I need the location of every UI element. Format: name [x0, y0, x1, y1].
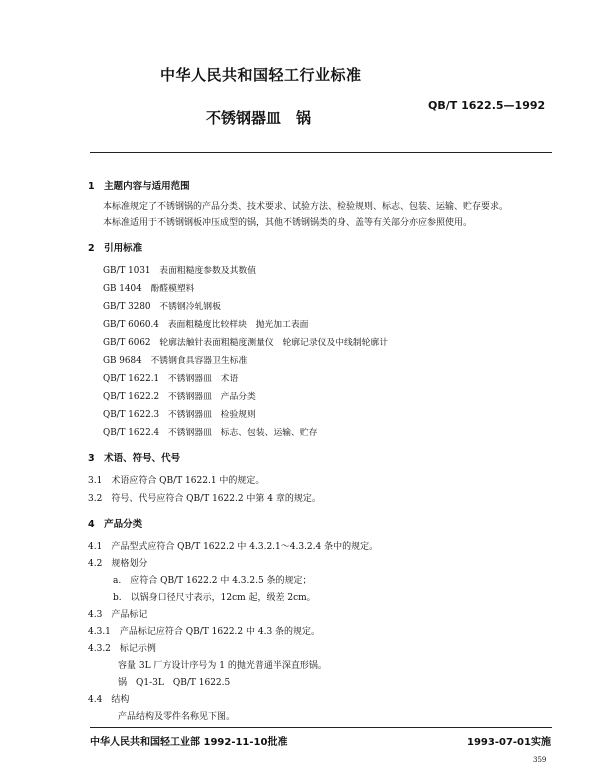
- section-3-heading: 3 术语、符号、代号: [88, 453, 181, 464]
- reference-item: GB/T 6062 轮廓法触针表面粗糙度测量仪 轮廓记录仪及中线制轮廓计: [103, 338, 389, 348]
- marking-example-description: 容量 3L 厂方设计序号为 1 的抛光普通半深直形锅。: [118, 661, 327, 671]
- reference-item: GB/T 3280 不锈钢冷轧钢板: [103, 302, 221, 312]
- section-1-paragraph-1: 本标准规定了不锈钢锅的产品分类、技术要求、试验方法、检验规则、标志、包装、运输、贮存要求。: [103, 202, 509, 212]
- clause-4-3: 4.3 产品标记: [88, 610, 148, 620]
- industry-standard-heading: 中华人民共和国轻工行业标准: [160, 66, 362, 84]
- clause-3-1: 3.1 术语应符合 QB/T 1622.1 中的规定。: [88, 476, 265, 486]
- marking-example-code: 锅 Q1-3L QB/T 1622.5: [118, 678, 231, 688]
- standard-number: QB/T 1622.5—1992: [428, 99, 546, 112]
- structure-note: 产品结构及零件名称见下图。: [118, 712, 236, 722]
- reference-item: GB/T 6060.4 表面粗糙度比较样块 抛光加工表面: [103, 320, 309, 330]
- reference-item: QB/T 1622.3 不锈钢器皿 检验规则: [103, 410, 256, 420]
- section-2-heading: 2 引用标准: [88, 243, 143, 254]
- clause-4-3-1: 4.3.1 产品标记应符合 QB/T 1622.2 中 4.3 条的规定。: [88, 627, 321, 637]
- footer-divider: [90, 727, 552, 728]
- section-1-paragraph-2: 本标准适用于不锈钢钢板冲压成型的锅，其他不锈钢锅类的身、盖等有关部分亦应参照使用。: [103, 218, 473, 228]
- clause-3-2: 3.2 符号、代号应符合 QB/T 1622.2 中第 4 章的规定。: [88, 494, 321, 504]
- reference-item: GB 1404 酚醛模塑料: [103, 284, 195, 294]
- clause-4-1: 4.1 产品型式应符合 QB/T 1622.2 中 4.3.2.1～4.3.2.4 条中的规定。: [88, 542, 379, 552]
- clause-4-4: 4.4 结构: [88, 695, 130, 705]
- header-divider: [90, 152, 552, 153]
- section-4-heading: 4 产品分类: [88, 519, 143, 530]
- clause-4-2-a: a. 应符合 QB/T 1622.2 中 4.3.2.5 条的规定；: [113, 576, 312, 586]
- reference-item: QB/T 1622.2 不锈钢器皿 产品分类: [103, 392, 256, 402]
- document-title: 不锈钢器皿 锅: [206, 109, 312, 127]
- clause-4-3-2: 4.3.2 标记示例: [88, 644, 156, 654]
- section-1-heading: 1 主题内容与适用范围: [88, 181, 190, 192]
- page-number: 359: [533, 756, 547, 764]
- approval-note: 中华人民共和国轻工业部 1992-11-10批准: [90, 737, 288, 748]
- implementation-date: 1993-07-01实施: [467, 737, 551, 748]
- clause-4-2: 4.2 规格划分: [88, 559, 148, 569]
- reference-item: GB 9684 不锈钢食具容器卫生标准: [103, 356, 248, 366]
- reference-item: GB/T 1031 表面粗糙度参数及其数值: [103, 266, 257, 276]
- reference-item: QB/T 1622.1 不锈钢器皿 术语: [103, 374, 239, 384]
- reference-item: QB/T 1622.4 不锈钢器皿 标志、包装、运输、贮存: [103, 428, 318, 438]
- clause-4-2-b: b. 以锅身口径尺寸表示，12cm 起，级差 2cm。: [113, 593, 316, 603]
